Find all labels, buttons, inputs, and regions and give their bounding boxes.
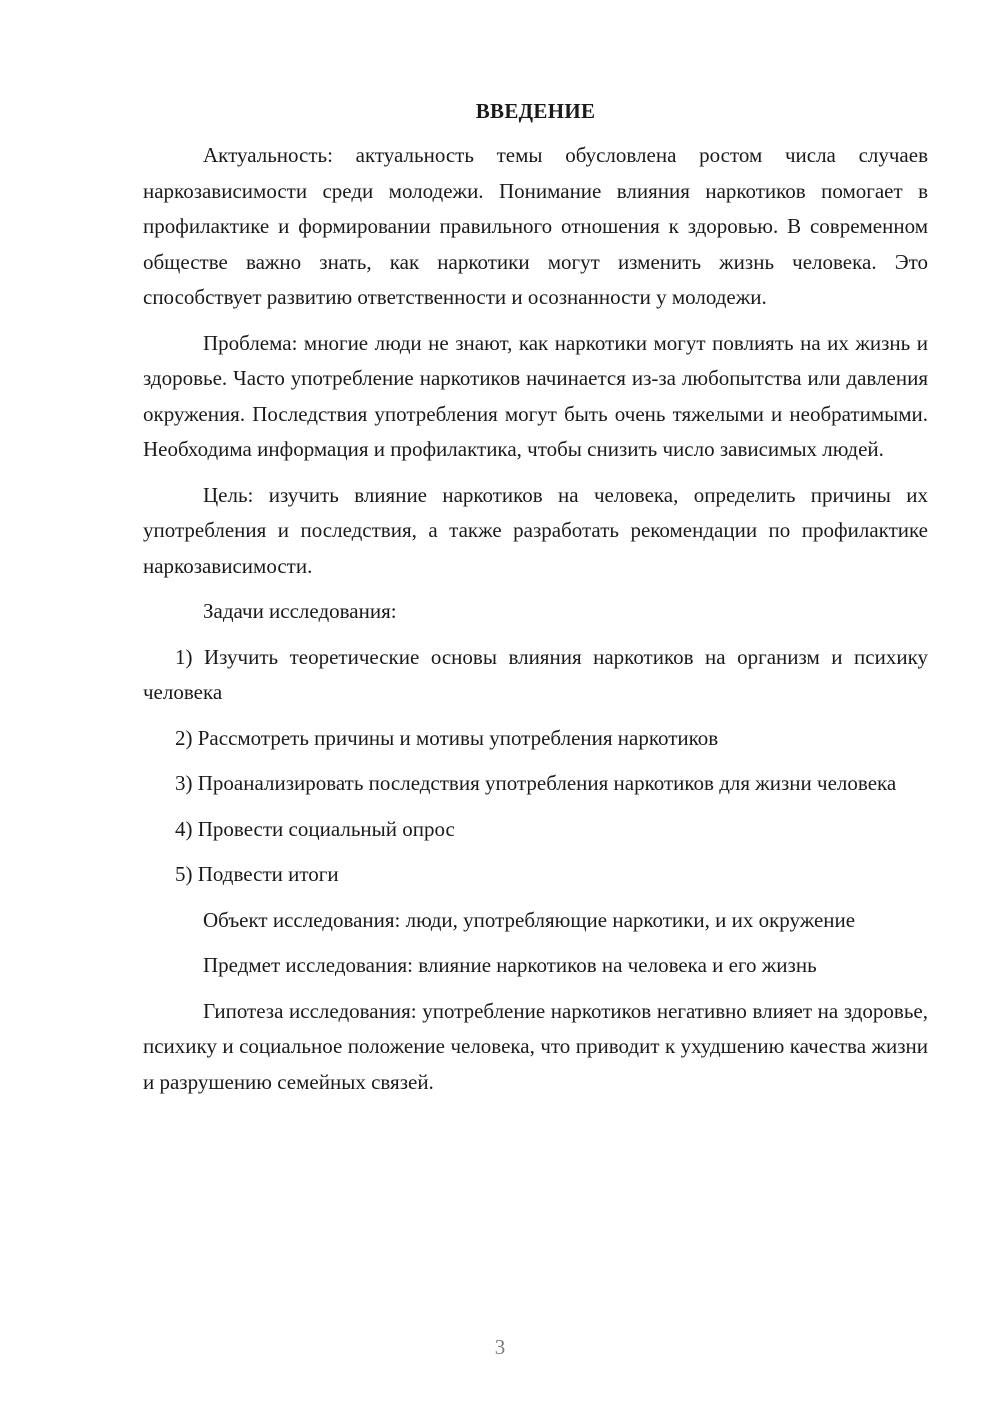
relevance-paragraph: Актуальность: актуальность темы обусловлена ростом числа случаев наркозависимости среди молодежи. Понимание влияния наркотиков помогает в профилактике и формировании правильного отношения к здоровью. В современном обществе важно знать, как наркотики могут изменить жизнь человека. Это способствует развитию ответственности и осознанности у молодежи. (143, 143, 928, 309)
tasks-title: Задачи исследования: (203, 599, 397, 623)
page-number: 3 (494, 1335, 506, 1359)
section-heading: ВВЕДЕНИЕ (475, 99, 596, 123)
subject-paragraph: Предмет исследования: влияние наркотиков на человека и его жизнь (203, 953, 817, 977)
goal-paragraph: Цель: изучить влияние наркотиков на человека, определить причины их употребления и последствия, а также разработать рекомендации по профилактике наркозависимости. (143, 482, 928, 578)
task-item: 1) Изучить теоретические основы влияния наркотиков на организм и психику человека (143, 644, 928, 704)
hypothesis-paragraph: Гипотеза исследования: употребление наркотиков негативно влияет на здоровье, психику и социальное положение человека, что приводит к ухудшению качества жизни и разрушению семейных связей. (143, 998, 928, 1094)
task-item: 5) Подвести итоги (175, 862, 339, 886)
task-item: 4) Провести социальный опрос (175, 816, 455, 841)
task-item: 3) Проанализировать последствия употребления наркотиков для жизни человека (175, 771, 897, 795)
problem-paragraph: Проблема: многие люди не знают, как наркотики могут повлиять на их жизнь и здоровье. Часто употребление наркотиков начинается из-за любопытства или давления окружения. Последствия употребления могут быть очень тяжелыми и необратимыми. Необходима информация и профилактика, чтобы снизить число зависимых людей. (143, 330, 928, 461)
page-content (143, 96, 928, 1110)
task-item: 2) Рассмотреть причины и мотивы употребления наркотиков (175, 725, 719, 750)
object-paragraph: Объект исследования: люди, употребляющие наркотики, и их окружение (203, 907, 856, 932)
